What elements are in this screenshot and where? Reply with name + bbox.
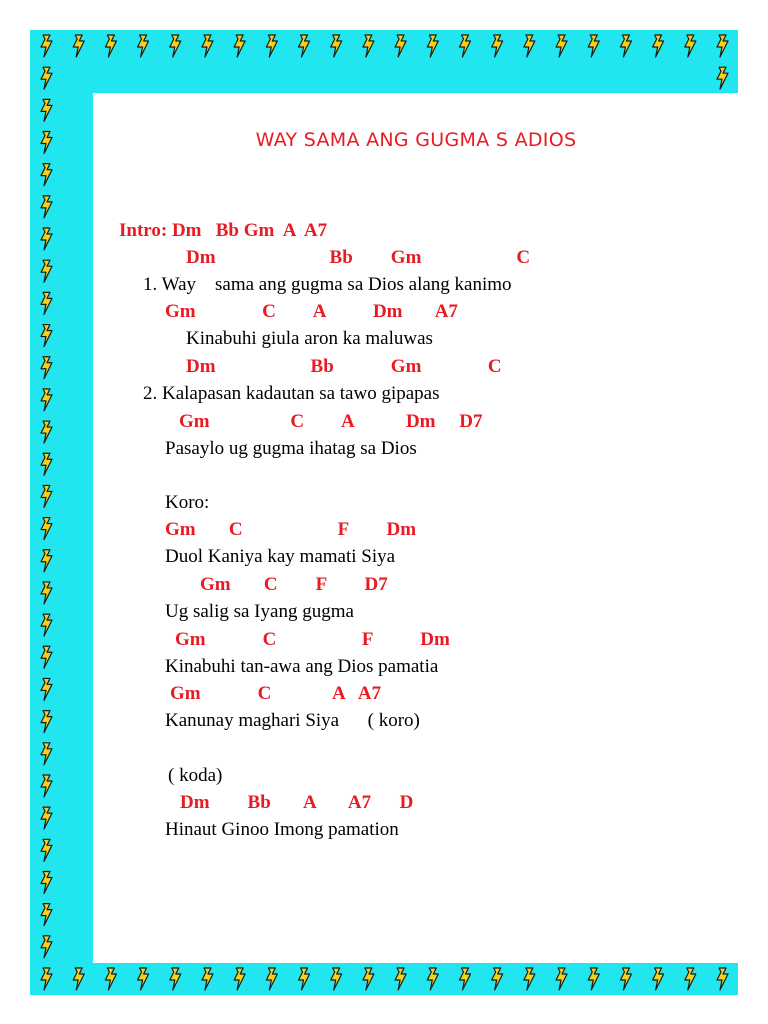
lightning-bolt-icon: [41, 936, 52, 958]
lightning-bolt-icon: [41, 389, 52, 411]
verse-1-line-2: Kinabuhi giula aron ka maluwas: [186, 328, 433, 349]
lightning-bolt-icon: [524, 968, 535, 990]
lightning-bolt-icon: [588, 35, 599, 57]
coda-label: ( koda): [168, 765, 223, 786]
lightning-bolt-icon: [459, 968, 470, 990]
lightning-bolt-icon: [266, 968, 277, 990]
lightning-bolt-icon: [105, 968, 116, 990]
lightning-bolt-icon: [41, 132, 52, 154]
lightning-bolt-icon: [41, 260, 52, 282]
lightning-bolt-icon: [299, 968, 310, 990]
lightning-bolt-icon: [685, 968, 696, 990]
lightning-bolt-icon: [73, 35, 84, 57]
coda-line-1: Hinaut Ginoo Imong pamation: [165, 819, 399, 840]
lightning-bolt-icon: [170, 35, 181, 57]
lightning-bolt-icon: [363, 35, 374, 57]
chord-line: Dm Bb Gm C: [186, 247, 531, 268]
verse-1-line-1: 1. Way sama ang gugma sa Dios alang kanimo: [143, 274, 512, 295]
chorus-line-2: Ug salig sa Iyang gugma: [165, 601, 354, 622]
lightning-bolt-icon: [41, 67, 52, 89]
lightning-bolt-icon: [202, 968, 213, 990]
lightning-bolt-icon: [41, 678, 52, 700]
lightning-bolt-icon: [556, 35, 567, 57]
lightning-bolt-icon: [685, 35, 696, 57]
lightning-bolt-icon: [331, 968, 342, 990]
lightning-bolt-icon: [524, 35, 535, 57]
lightning-bolt-icon: [266, 35, 277, 57]
chord-line: Gm C F Dm: [165, 519, 417, 540]
lightning-bolt-icon: [620, 968, 631, 990]
lightning-bolt-icon: [73, 968, 84, 990]
lightning-bolt-icon: [653, 968, 664, 990]
lightning-bolt-icon: [41, 807, 52, 829]
lightning-bolt-icon: [41, 871, 52, 893]
lightning-bolt-icon: [41, 582, 52, 604]
chorus-line-4: Kanunay maghari Siya ( koro): [165, 710, 420, 731]
lightning-bolt-icon: [41, 775, 52, 797]
lightning-bolt-icon: [41, 550, 52, 572]
lightning-bolt-icon: [492, 968, 503, 990]
chorus-label: Koro:: [165, 492, 210, 513]
lightning-bolt-icon: [41, 292, 52, 314]
chord-line: Gm C F D7: [200, 574, 388, 595]
lightning-bolt-icon: [717, 67, 728, 89]
lightning-bolt-icon: [653, 35, 664, 57]
lightning-bolt-icon: [138, 35, 149, 57]
decorative-border: [30, 30, 738, 995]
lightning-bolt-icon: [41, 839, 52, 861]
lightning-bolt-icon: [41, 485, 52, 507]
lightning-bolt-icon: [41, 743, 52, 765]
lightning-bolt-icon: [717, 968, 728, 990]
lightning-bolt-icon: [299, 35, 310, 57]
lightning-bolt-icon: [459, 35, 470, 57]
lightning-bolt-icon: [41, 904, 52, 926]
chord-line: Gm C A Dm D7: [179, 411, 483, 432]
lightning-bolt-icon: [427, 35, 438, 57]
verse-2-line-2: Pasaylo ug gugma ihatag sa Dios: [165, 438, 417, 459]
lightning-bolt-icon: [41, 968, 52, 990]
lightning-bolt-icon: [170, 968, 181, 990]
lightning-bolt-icon: [620, 35, 631, 57]
lightning-bolt-icon: [717, 35, 728, 57]
lightning-bolt-icon: [41, 357, 52, 379]
verse-2-line-1: 2. Kalapasan kadautan sa tawo gipapas: [143, 383, 440, 404]
lightning-bolt-icon: [331, 35, 342, 57]
song-title: WAY SAMA ANG GUGMA S ADIOS: [255, 129, 577, 151]
lightning-bolt-icon: [234, 968, 245, 990]
lightning-bolt-icon: [363, 968, 374, 990]
lightning-bolt-icon: [41, 35, 52, 57]
chorus-line-1: Duol Kaniya kay mamati Siya: [165, 546, 396, 567]
lightning-bolt-icon: [41, 421, 52, 443]
lightning-bolt-icon: [202, 35, 213, 57]
lightning-bolt-icon: [41, 99, 52, 121]
chord-line: Dm Bb A A7 D: [180, 792, 414, 813]
lightning-bolt-icon: [395, 968, 406, 990]
lightning-bolt-icon: [492, 35, 503, 57]
lightning-bolt-icon: [41, 518, 52, 540]
chord-line: Gm C A A7: [170, 683, 382, 704]
chord-line: Gm C F Dm: [175, 629, 450, 650]
lightning-bolt-icon: [41, 453, 52, 475]
lightning-bolt-icon: [41, 228, 52, 250]
lightning-bolt-icon: [427, 968, 438, 990]
lightning-bolt-icon: [41, 325, 52, 347]
lightning-bolt-icon: [41, 614, 52, 636]
intro-chords: Intro: Dm Bb Gm A A7: [119, 220, 328, 241]
lightning-bolt-icon: [138, 968, 149, 990]
chord-line: Gm C A Dm A7: [165, 301, 458, 322]
lightning-bolt-icon: [556, 968, 567, 990]
lightning-bolt-icon: [41, 196, 52, 218]
song-sheet: [93, 93, 739, 963]
lightning-bolt-icon: [105, 35, 116, 57]
chorus-line-3: Kinabuhi tan-awa ang Dios pamatia: [165, 656, 439, 677]
lightning-bolt-icon: [588, 968, 599, 990]
lightning-bolt-icon: [395, 35, 406, 57]
chord-line: Dm Bb Gm C: [186, 356, 502, 377]
lightning-bolt-icon: [41, 711, 52, 733]
lightning-bolt-icon: [234, 35, 245, 57]
lightning-bolt-icon: [41, 646, 52, 668]
lightning-bolt-icon: [41, 164, 52, 186]
